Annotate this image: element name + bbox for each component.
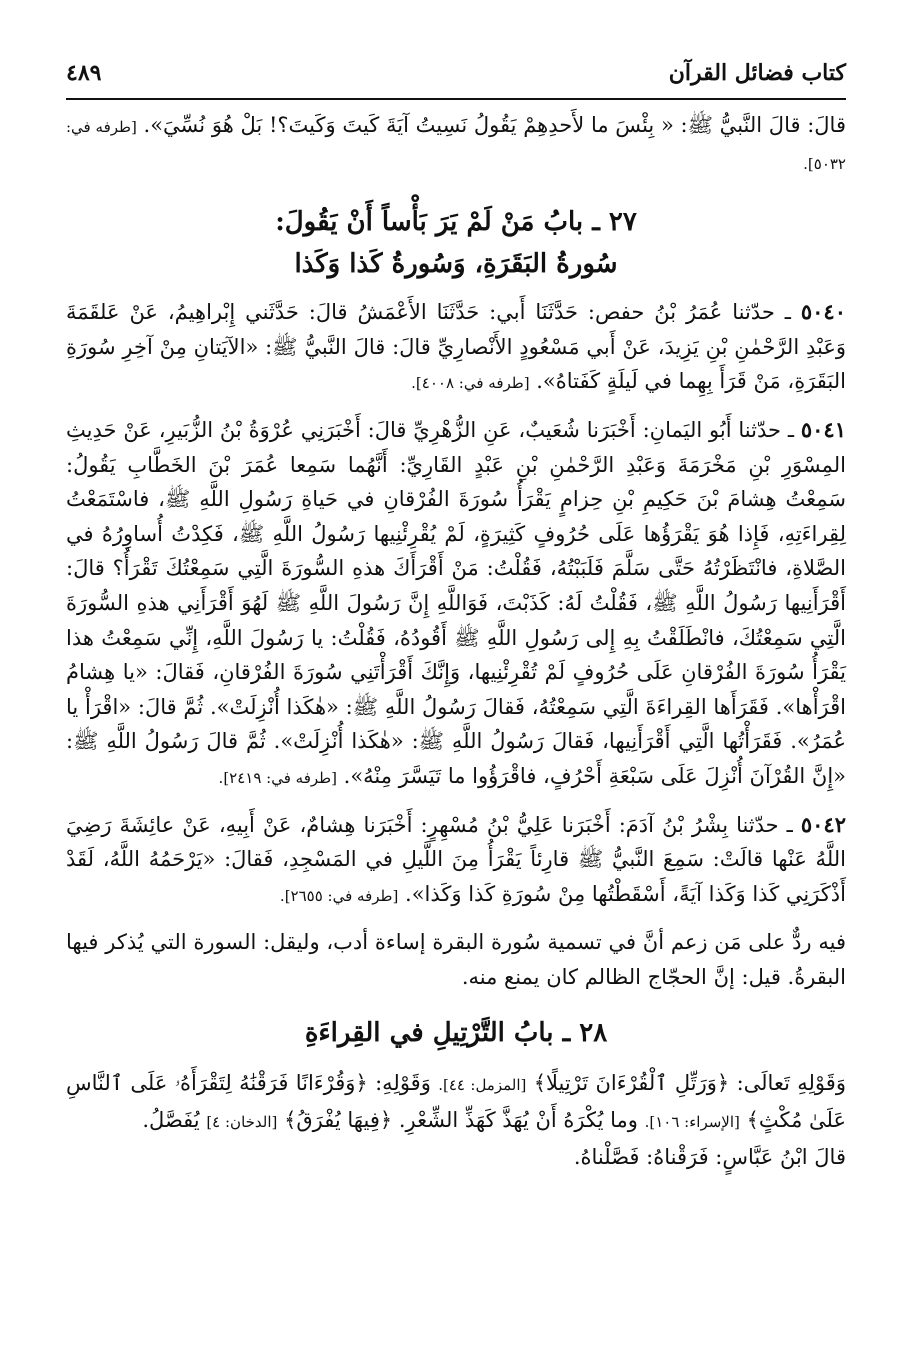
book-title: كتاب فضائل القرآن <box>668 60 846 86</box>
chapter-27-title-line1: ٢٧ ـ بابُ مَنْ لَمْ يَرَ بَأْساً أَنْ يَقُولَ: <box>275 207 637 238</box>
verse-text: وما يُكْرَهُ أَنْ يُهَذَّ كَهَذِّ الشِّعْرِ. <box>398 1108 638 1133</box>
hadith-text: ـ حدّثنا أَبُو اليَمانِ: أَخْبَرَنا شُعَيبٌ، عَنِ الزُّهْرِيِّ قالَ: أَخْبَرَنِي عُرْوَةُ بْنُ الزُّبَيرِ، عَنْ حَدِيثِ المِسْوَرِ بْنِ مَخْرَمَةَ وَعَبْدِ الرَّحْمٰنِ بْنِ عَبْدٍ القَارِيِّ: أَنَّهُما سَمِعا عُمَرَ بْنَ الخَطَّابِ يَقُولُ: سَمِعْتُ هِشامَ بْنَ حَكِيمِ بْنِ حِزامٍ يَقْرَأُ سُورَةَ الفُرْقانِ في حَياةِ رَسُولِ اللَّهِ ﷺ، فاسْتَمَعْتُ لِقِراءَتِهِ، فَإِذا هُوَ يَقْرَؤُها عَلَى حُرُوفٍ كَثِيرَةٍ، لَمْ يُقْرِئْنِيها رَسُولُ اللَّهِ ﷺ، فَكِدْتُ أُساوِرُهُ في الصَّلاةِ، فانْتَظَرْتُهُ حَتَّى سَلَّمَ فَلَبَبْتُهُ، فَقُلْتُ: مَنْ أَقْرَأَكَ هذهِ السُّورَةَ الَّتِي سَمِعْتُكَ تَقْرَأُ؟ قالَ: أَقْرَأَنِيها رَسُولُ اللَّهِ ﷺ، فَقُلْتُ لَهُ: كَذَبْتَ، فَوَاللَّهِ إِنَّ رَسُولَ اللَّهِ ﷺ لَهُوَ أَقْرَأَنِي هذهِ السُّورَةَ الَّتِي سَمِعْتُكَ، فانْطَلَقْتُ بِهِ إِلى رَسُولِ اللَّهِ ﷺ أَقُودُهُ، فَقُلْتُ: يا رَسُولَ اللَّهِ، إِنِّي سَمِعْتُ هذا يَقْرَأُ سُورَةَ الفُرْقانِ عَلَى حُرُوفٍ لَمْ تُقْرِئْنِيها، وَإِنَّكَ أَقْرَأْتَنِي سُورَةَ الفُرْقانِ، فَقالَ: «يا هِشامُ اقْرَأْها». فَقَرَأَها القِراءَةَ الَّتِي سَمِعْتُهُ، فَقالَ رَسُولُ اللَّهِ ﷺ: «هٰكَذا أُنْزِلَتْ». ثُمَّ قالَ: «اقْرَأْ يا عُمَرُ». فَقَرَأْتُها الَّتِي أَقْرَأَنِيها، فَقالَ رَسُولُ اللَّهِ ﷺ: «هٰكَذا أُنْزِلَتْ». ثُمَّ قالَ رَسُولُ اللَّهِ ﷺ: «إِنَّ القُرْآنَ أُنْزِلَ عَلَى سَبْعَةِ أَحْرُفٍ، فاقْرَؤُوا ما تَيَسَّرَ مِنْهُ». <box>66 417 846 788</box>
ayah-reference: [المزمل: ٤٤]. <box>438 1076 527 1095</box>
hadith-number: ٥٠٤٠ <box>800 299 846 325</box>
quran-ayah: ﴿وَرَتِّلِ ٱلْقُرْءَانَ تَرْتِيلًا﴾ <box>533 1071 730 1096</box>
intro-paragraph <box>66 108 846 181</box>
commentary-paragraph <box>66 925 846 994</box>
intro-text: قالَ: قالَ النَّبيُّ ﷺ: « بِئْسَ ما لأَحدِهِمْ يَقُولُ نَسِيتُ آيَةَ كَيتَ وَكَيتَ؟! بَلْ هُوَ نُسِّيَ». <box>143 113 846 137</box>
hadith-5041 <box>66 413 846 796</box>
hadith-reference: [طرفه في: ٢٦٥٥]. <box>279 886 399 905</box>
chapter-27-title-line2: سُورةُ البَقَرَةِ، وَسُورةُ كَذا وَكَذا <box>294 249 618 280</box>
page-header <box>66 40 846 100</box>
hadith-number: ٥٠٤١ <box>800 416 846 442</box>
hadith-reference: [طرفه في: ٤٠٠٨]. <box>411 374 530 393</box>
verse-intro-text: وَقَوْلِهِ تَعالَى: <box>736 1071 846 1096</box>
quran-ayah: ﴿وَقُرْءَانًا فَرَقْنَٰهُ لِتَقْرَأَهُۥ عَلَى ٱلنَّاسِ عَلَىٰ مُكْثٍ﴾ <box>66 1071 846 1133</box>
verse-intro-text: وَقَوْلِهِ: <box>375 1071 431 1096</box>
chapter-28-heading: ٢٨ ـ بابُ التَّرْتِيلِ في القِراءَةِ <box>304 1018 608 1049</box>
hadith-5040 <box>66 295 846 401</box>
hadith-text: ـ حدّثنا بِشْرُ بْنُ آدَمَ: أَخْبَرَنا عَلِيُّ بْنُ مُسْهِرٍ: أَخْبَرَنا هِشامٌ، عَنْ أَبِيهِ، عَنْ عائِشَةَ رَضِيَ اللَّهُ عَنْها قالَتْ: سَمِعَ النَّبيُّ ﷺ قارِئاً يَقْرَأُ مِنَ اللَّيلِ في المَسْجِدِ، فَقالَ: «يَرْحَمُهُ اللَّهُ، لَقَدْ أَذْكَرَنِي كَذا وَكَذا آيَةً، أَسْقَطْتُها مِنْ سُورَةِ كَذا وَكَذا». <box>66 812 846 906</box>
chapter-27-heading <box>66 201 846 285</box>
quran-ayah: ﴿فِيهَا يُفْرَقُ﴾ <box>284 1108 393 1133</box>
hadith-reference: [طرفه في: ٢٤١٩]. <box>218 768 337 787</box>
commentary-text: فيه ردٌّ على مَن زعم أنَّ في تسمية سُورة البقرة إساءة أدب، وليقل: السورة التي يُذكر فيها البقرةُ. قيل: إنَّ الحجّاج الظالم كان يمنع منه. <box>66 930 846 989</box>
ayah-reference: [الإسراء: ١٠٦]. <box>644 1113 740 1132</box>
ayah-reference: [الدخان: ٤] <box>206 1113 278 1132</box>
page-number: ٤٨٩ <box>66 60 102 86</box>
hadith-number: ٥٠٤٢ <box>800 811 846 837</box>
intro-reference: [طرفه في: ٥٠٣٢]. <box>66 118 846 173</box>
ibn-abbas-statement: قالَ ابْنُ عَبَّاسٍ: فَرَقْناهُ: فَصَّلْناهُ. <box>573 1144 846 1169</box>
hadith-text: ـ حدّثنا عُمَرُ بْنُ حفص: حَدَّثَنَا أَبي: حَدَّثَنَا الأَعْمَشُ قالَ: حَدَّثَني إِبْراهِيمُ، عَنْ عَلقَمَةَ وَعَبْدِ الرَّحْمٰنِ بْنِ يَزِيدَ، عَنْ أَبي مَسْعُودٍ الأَنْصارِيِّ قالَ: قالَ النَّبيُّ ﷺ: «الآيَتانِ مِنْ آخِرِ سُورَةِ البَقَرَةِ، مَنْ قَرَأَ بِهِما في لَيلَةٍ كَفَتاهُ». <box>66 300 846 394</box>
hadith-5042 <box>66 808 846 914</box>
verse-text: يُفَصَّلُ. <box>142 1108 200 1133</box>
verses-paragraph <box>66 1066 846 1174</box>
